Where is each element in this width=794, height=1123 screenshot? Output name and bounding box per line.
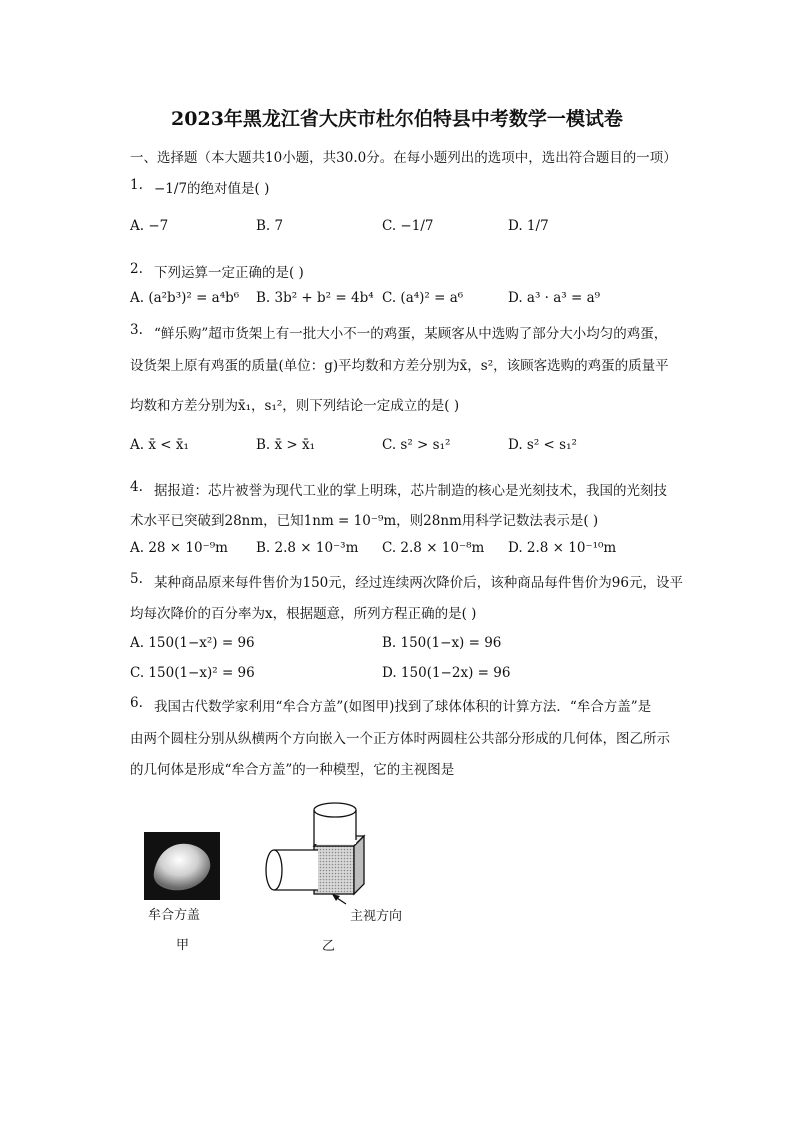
question-4-option-b: B. 2.8 × 10⁻³m xyxy=(256,540,359,556)
question-3-stem-line3: 均数和方差分别为x̄₁，s₁²，则下列结论一定成立的是( ) xyxy=(130,398,460,414)
question-4-option-a: A. 28 × 10⁻⁹m xyxy=(130,540,228,556)
question-1-number: 1. xyxy=(130,177,143,193)
question-6-number: 6. xyxy=(130,695,143,711)
question-2-option-d: D. a³ · a³ = a⁹ xyxy=(508,290,601,306)
question-2-option-a: A. (a²b³)² = a⁴b⁶ xyxy=(130,290,240,306)
question-3-stem-line1: “鲜乐购”超市货架上有一批大小不一的鸡蛋，某顾客从中选购了部分大小均匀的鸡蛋， xyxy=(154,326,668,342)
cylinder-cube-model-figure xyxy=(262,800,372,908)
question-1-option-b: B. 7 xyxy=(256,218,284,234)
page-title: 2023年黑龙江省大庆市杜尔伯特县中考数学一模试卷 xyxy=(171,108,623,130)
question-2-option-c: C. (a⁴)² = a⁶ xyxy=(382,290,464,306)
mouhefanggai-figure xyxy=(144,832,220,900)
section-heading: 一、选择题（本大题共10小题，共30.0分。在每小题列出的选项中，选出符合题目的一项） xyxy=(130,150,677,166)
question-1-option-d: D. 1/7 xyxy=(508,218,549,234)
question-3-option-c: C. s² > s₁² xyxy=(382,437,451,453)
question-5-option-c: C. 150(1−x)² = 96 xyxy=(130,665,255,681)
question-5-stem-line1: 某种商品原来每件售价为150元，经过连续两次降价后，该种商品每件售价为96元，设平 xyxy=(154,575,683,591)
question-6-stem-line2: 由两个圆柱分别从纵横两个方向嵌入一个正方体时两圆柱公共部分形成的几何体，图乙所示 xyxy=(130,731,670,747)
view-direction-label: 主视方向 xyxy=(350,909,403,924)
question-4-option-c: C. 2.8 × 10⁻⁸m xyxy=(382,540,485,556)
question-5-stem-line2: 均每次降价的百分率为x，根据题意，所列方程正确的是( ) xyxy=(130,606,477,622)
question-1-option-c: C. −1/7 xyxy=(382,218,434,234)
question-1-option-a: A. −7 xyxy=(130,218,169,234)
question-2-number: 2. xyxy=(130,261,143,277)
question-3-number: 3. xyxy=(130,322,143,338)
question-5-option-a: A. 150(1−x²) = 96 xyxy=(130,635,255,651)
question-5-option-b: B. 150(1−x) = 96 xyxy=(382,635,502,651)
question-2-stem: 下列运算一定正确的是( ) xyxy=(154,265,304,281)
question-4-number: 4. xyxy=(130,479,143,495)
question-4-stem-line1: 据报道：芯片被誉为现代工业的掌上明珠，芯片制造的核心是光刻技术，我国的光刻技 xyxy=(154,483,667,499)
question-3-option-a: A. x̄ < x̄₁ xyxy=(130,437,189,453)
question-3-option-b: B. x̄ > x̄₁ xyxy=(256,437,316,453)
question-2-option-b: B. 3b² + b² = 4b⁴ xyxy=(256,290,374,306)
figure-b-label: 乙 xyxy=(322,939,336,954)
figure-a-caption: 牟合方盖 xyxy=(148,908,201,923)
question-4-stem-line2: 术水平已突破到28nm，已知1nm = 10⁻⁹m，则28nm用科学记数法表示是( ) xyxy=(130,513,599,529)
question-1-stem: −1/7的绝对值是( ) xyxy=(154,181,270,197)
question-3-option-d: D. s² < s₁² xyxy=(508,437,577,453)
question-4-option-d: D. 2.8 × 10⁻¹⁰m xyxy=(508,540,617,556)
question-3-stem-line2: 设货架上原有鸡蛋的质量(单位：g)平均数和方差分别为x̄，s²，该顾客选购的鸡蛋的质量平 xyxy=(130,358,669,374)
question-5-number: 5. xyxy=(130,571,143,587)
question-5-option-d: D. 150(1−2x) = 96 xyxy=(382,665,511,681)
question-6-stem-line1: 我国古代数学家利用“牟合方盖”(如图甲)找到了球体体积的计算方法．“牟合方盖”是 xyxy=(154,699,652,715)
question-6-stem-line3: 的几何体是形成“牟合方盖”的一种模型，它的主视图是 xyxy=(130,762,455,778)
figure-a-label: 甲 xyxy=(176,938,190,953)
